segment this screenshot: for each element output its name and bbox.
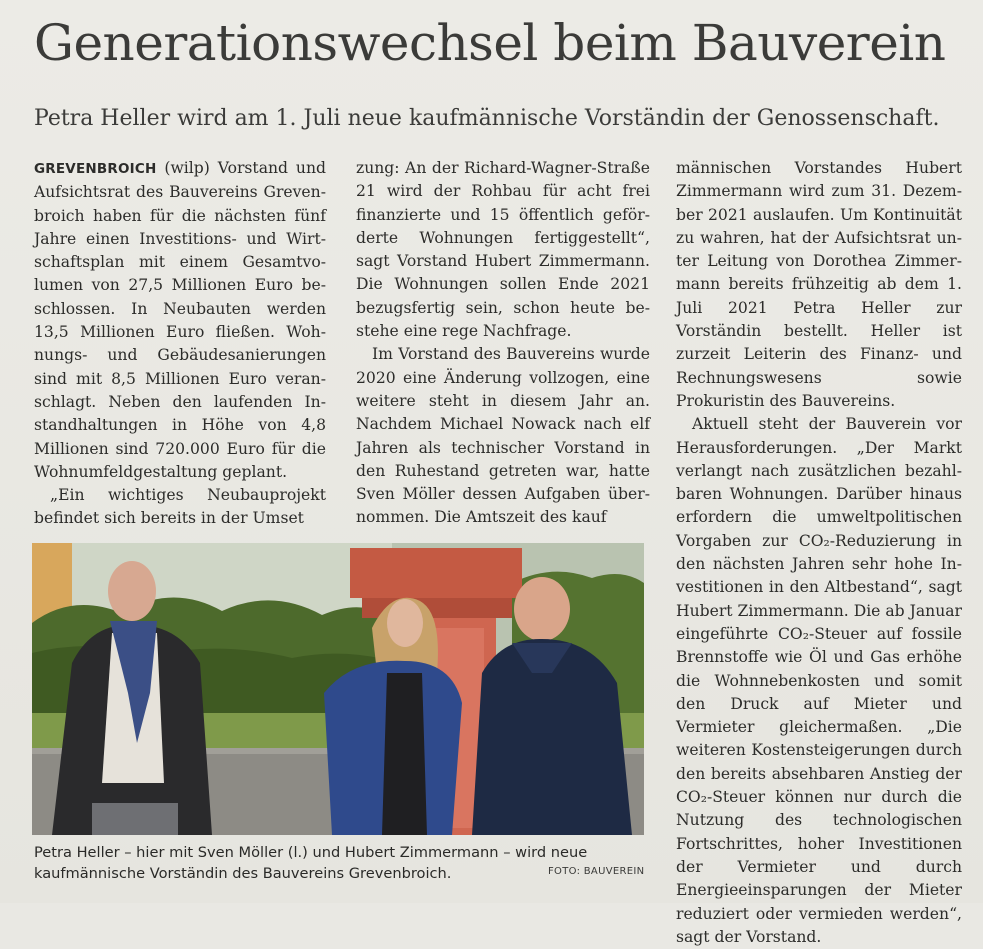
photo-credit: FOTO: BAUVEREIN bbox=[548, 866, 645, 877]
paragraph: männischen Vorstandes Hubert Zimmermann wird zum 31. Dezember 2021 auslaufen. Um Kontinuität zu wahren, hat der Aufsichtsrat unter Leitung von Dorothea Zimmermann bereits frühzeitig ab dem 1. Juli 2021 Petra Heller zur Vorständin bestellt. Heller ist zurzeit Leiterin des Finanz- und Rechnungswesens sowie Prokuristin des Bauvereins. bbox=[676, 159, 962, 410]
article-subheadline: Petra Heller wird am 1. Juli neue kaufmännische Vorständin der Genossenschaft. bbox=[34, 106, 940, 131]
article-column-2 bbox=[356, 157, 650, 530]
paragraph: zung: An der Richard-Wagner-Straße 21 wird der Rohbau für acht frei finanzierte und 15 öffentlich geförderte Wohnungen fertiggestellt“, sagt Vorstand Hubert Zimmermann. Die Wohnungen sollen Ende 2021 bezugsfertig sein, schon heute bestehe eine rege Nachfrage. bbox=[356, 159, 650, 341]
dateline: GREVENBROICH bbox=[34, 161, 157, 177]
article-column-3 bbox=[676, 157, 962, 949]
photo-caption: Petra Heller – hier mit Sven Möller (l.) und Hubert Zimmermann – wird neue kaufmännische Vorständin des Bauvereins Grevenbroich. bbox=[34, 844, 588, 882]
article-column-1 bbox=[34, 157, 326, 531]
paragraph: Im Vorstand des Bauvereins wurde 2020 eine Änderung vollzogen, eine weitere steht in diesem Jahr an. Nachdem Michael Nowack nach elf Jahren als technischer Vorstand in den Ruhestand getreten war, hatte Sven Möller dessen Aufgaben übernommen. Die Amtszeit des kauf bbox=[356, 345, 650, 527]
paragraph bbox=[34, 157, 326, 484]
photo-illustration bbox=[32, 543, 644, 835]
paragraph: Aktuell steht der Bauverein vor Herausforderungen. „Der Markt verlangt nach zusätzlichen bezahlbaren Wohnungen. Darüber hinaus erfordern die umweltpolitischen Vorgaben zur CO₂-Reduzierung in den nächsten Jahren sehr hohe Investitionen in den Altbestand“, sagt Hubert Zimmermann. Die ab Januar eingeführte CO₂-Steuer auf fossile Brennstoffe wie Öl und Gas erhöhe die Wohnnebenkosten und somit den Druck auf Mieter und Vermieter gleichermaßen. „Die weiteren Kostensteigerungen durch den bereits absehbaren Anstieg der CO₂-Steuer können nur durch die Nutzung des technologischen Fortschrittes, hoher Investitionen der Vermieter und durch Energieeinsparungen der Mieter reduziert oder vermieden werden“, sagt der Vorstand. bbox=[676, 415, 962, 946]
article-headline: Generationswechsel beim Bauverein bbox=[34, 14, 946, 72]
article-photo bbox=[32, 543, 644, 835]
paragraph: „Ein wichtiges Neubauprojekt befindet sich bereits in der Umset bbox=[34, 486, 326, 528]
paragraph-text: (wilp) Vorstand und Aufsichtsrat des Bauvereins Grevenbroich haben für die nächsten fünf Jahre einen Investitions- und Wirtschaftsplan mit einem Gesamtvolumen von 27,5 Millionen Euro beschlossen. In Neubauten werden 13,5 Millionen Euro fließen. Wohnungs- und Gebäudesanierungen sind mit 8,5 Millionen Euro veranschlagt. Neben den laufenden Instandhaltungen in Höhe von 4,8 Millionen sind 720.000 Euro für die Wohnumfeldgestaltung geplant. bbox=[34, 159, 326, 481]
